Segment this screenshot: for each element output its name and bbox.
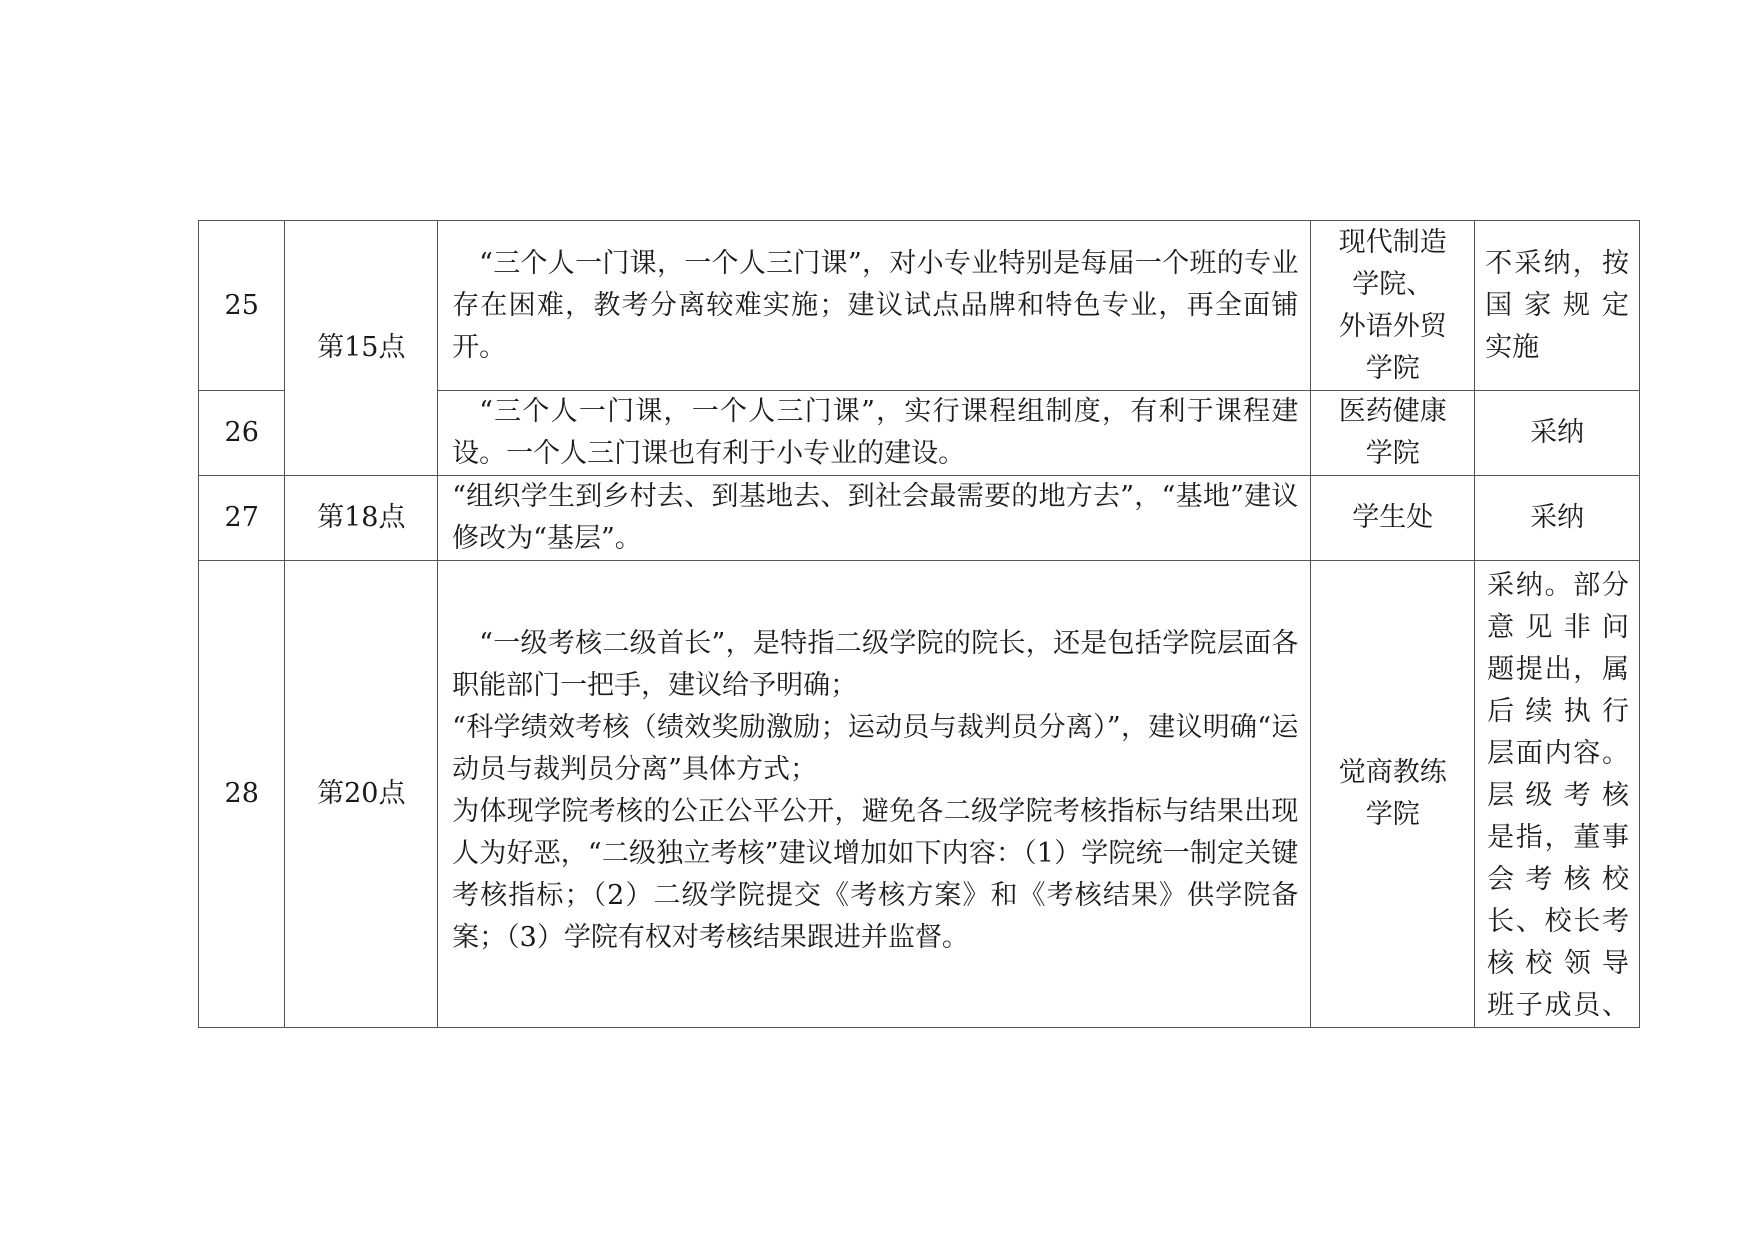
opinion-paragraph: 为体现学院考核的公正公平公开，避免各二级学院考核指标与结果出现人为好恶，“二级独立考核”建议增加如下内容：（1）学院统一制定关键考核指标；（2）二级学院提交《考核方案》和《考核结果》供学院备案；（3）学院有权对考核结果跟进并监督。 [452,796,1299,953]
result-line: 后续执行 [1487,696,1629,727]
department-line: 医药健康 [1338,396,1447,427]
result-line: 会考核校 [1487,864,1629,895]
point-reference: 第20点 [285,561,438,1028]
adoption-result [1475,391,1640,476]
result-line: 层面内容。 [1487,738,1629,769]
table-row-28 [199,561,1640,1028]
table-row-27 [199,476,1640,561]
adoption-result [1475,476,1640,561]
row-number: 26 [199,391,285,476]
opinion-paragraph: “三个人一门课，一个人三门课”，实行课程组制度，有利于课程建设。一个人三门课也有利于小专业的建设。 [452,396,1299,469]
opinion-paragraph: “科学绩效考核（绩效奖励激励；运动员与裁判员分离）”，建议明确“运动员与裁判员分离”具体方式； [452,712,1299,785]
result-line: 采纳 [1530,417,1585,448]
result-line: 是指，董事 [1487,822,1629,853]
result-line: 国家规定 [1485,289,1629,321]
department-line: 觉商教练 [1338,757,1447,788]
opinion-paragraph: “三个人一门课，一个人三门课”，对小专业特别是每届一个班的专业存在困难，教考分离较难实施；建议试点品牌和特色专业，再全面铺开。 [452,247,1299,363]
opinion-paragraph: “一级考核二级首长”，是特指二级学院的院长，还是包括学院层面各职能部门一把手，建议给予明确； [452,628,1299,701]
opinion-content [438,221,1311,391]
department-line: 学生处 [1352,502,1434,533]
department [1311,391,1475,476]
opinions-table [198,220,1640,1028]
adoption-result [1475,561,1640,1028]
department-line: 外语外贸 [1338,310,1447,342]
result-line: 实施 [1485,331,1540,363]
result-line: 题提出，属 [1487,654,1629,685]
opinion-paragraph: “组织学生到乡村去、到基地去、到社会最需要的地方去”，“基地”建议修改为“基层”。 [452,481,1299,554]
department-line: 学院 [1365,799,1420,830]
point-reference: 第18点 [285,476,438,561]
result-line: 采纳 [1530,502,1585,533]
department-line: 现代制造 [1338,226,1447,258]
department-line: 学院 [1365,352,1420,384]
row-number: 28 [199,561,285,1028]
opinion-content [438,391,1311,476]
point-reference: 第15点 [285,221,438,476]
adoption-result [1475,221,1640,391]
department-line: 学院、 [1352,268,1434,300]
department [1311,561,1475,1028]
result-line: 班子成员、 [1487,990,1629,1021]
result-line: 核校领导 [1487,948,1629,979]
result-line: 不采纳，按 [1485,247,1629,279]
department [1311,476,1475,561]
row-number: 25 [199,221,285,391]
result-line: 采纳。部分 [1487,570,1629,601]
row-number: 27 [199,476,285,561]
table-row-25 [199,221,1640,391]
department-line: 学院 [1365,438,1420,469]
opinion-content [438,561,1311,1028]
result-line: 意见非问 [1487,612,1629,643]
result-line: 层级考核 [1487,780,1629,811]
result-line: 长、校长考 [1487,906,1629,937]
opinion-content [438,476,1311,561]
department [1311,221,1475,391]
